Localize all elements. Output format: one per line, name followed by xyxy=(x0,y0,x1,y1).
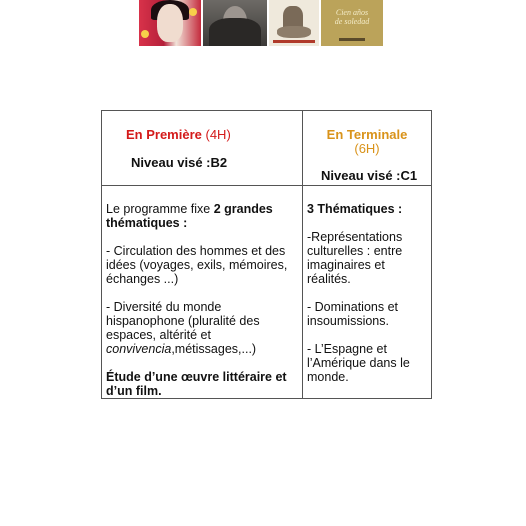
terminale-niveau: Niveau visé :C1 xyxy=(321,168,418,183)
premiere-theme-1: - Circulation des hommes et des idées (voyages, exils, mémoires, échanges ...) xyxy=(106,244,288,286)
premiere-content-cell xyxy=(102,186,303,399)
horse-shape xyxy=(277,26,311,38)
cover-title-line1: Cien años xyxy=(335,8,369,17)
flower-icon xyxy=(189,8,197,16)
terminale-hours: (6H) xyxy=(354,141,380,156)
premiere-theme-2: - Diversité du monde hispanophone (pluralité des espaces, altérité et convivencia,métissages,...) xyxy=(106,300,260,356)
book-cover-woman-image xyxy=(139,0,201,46)
cover-title-line2: de soledad xyxy=(334,17,370,26)
quijote-cover-image xyxy=(269,0,319,46)
shawl-shape xyxy=(209,18,261,46)
terminale-header-cell xyxy=(303,111,432,186)
terminale-theme-3: - L’Espagne et l’Amérique dans le monde. xyxy=(307,342,410,384)
terminale-theme-1: -Représentations culturelles : entre imaginaires et réalités. xyxy=(307,230,403,286)
premiere-intro: Le programme fixe 2 grandes thématiques : xyxy=(106,202,273,230)
terminale-content-cell xyxy=(303,186,432,399)
terminale-theme-2: - Dominations et insoumissions. xyxy=(307,300,399,328)
flower-icon xyxy=(141,30,149,38)
premiere-niveau: Niveau visé :B2 xyxy=(131,155,228,170)
cover-band xyxy=(339,38,365,41)
portrait-image xyxy=(203,0,267,46)
programme-table xyxy=(101,110,432,399)
cover-caption-band xyxy=(273,40,315,43)
cien-anos-cover-image xyxy=(321,0,383,46)
premiere-title: En Première (4H) xyxy=(126,127,231,142)
premiere-header-cell xyxy=(102,111,303,186)
terminale-heading: 3 Thématiques : xyxy=(307,202,403,216)
face-shape xyxy=(157,4,183,42)
premiere-etude: Étude d’une œuvre littéraire et d’un film. xyxy=(106,370,287,398)
terminale-title: En Terminale xyxy=(326,127,408,142)
